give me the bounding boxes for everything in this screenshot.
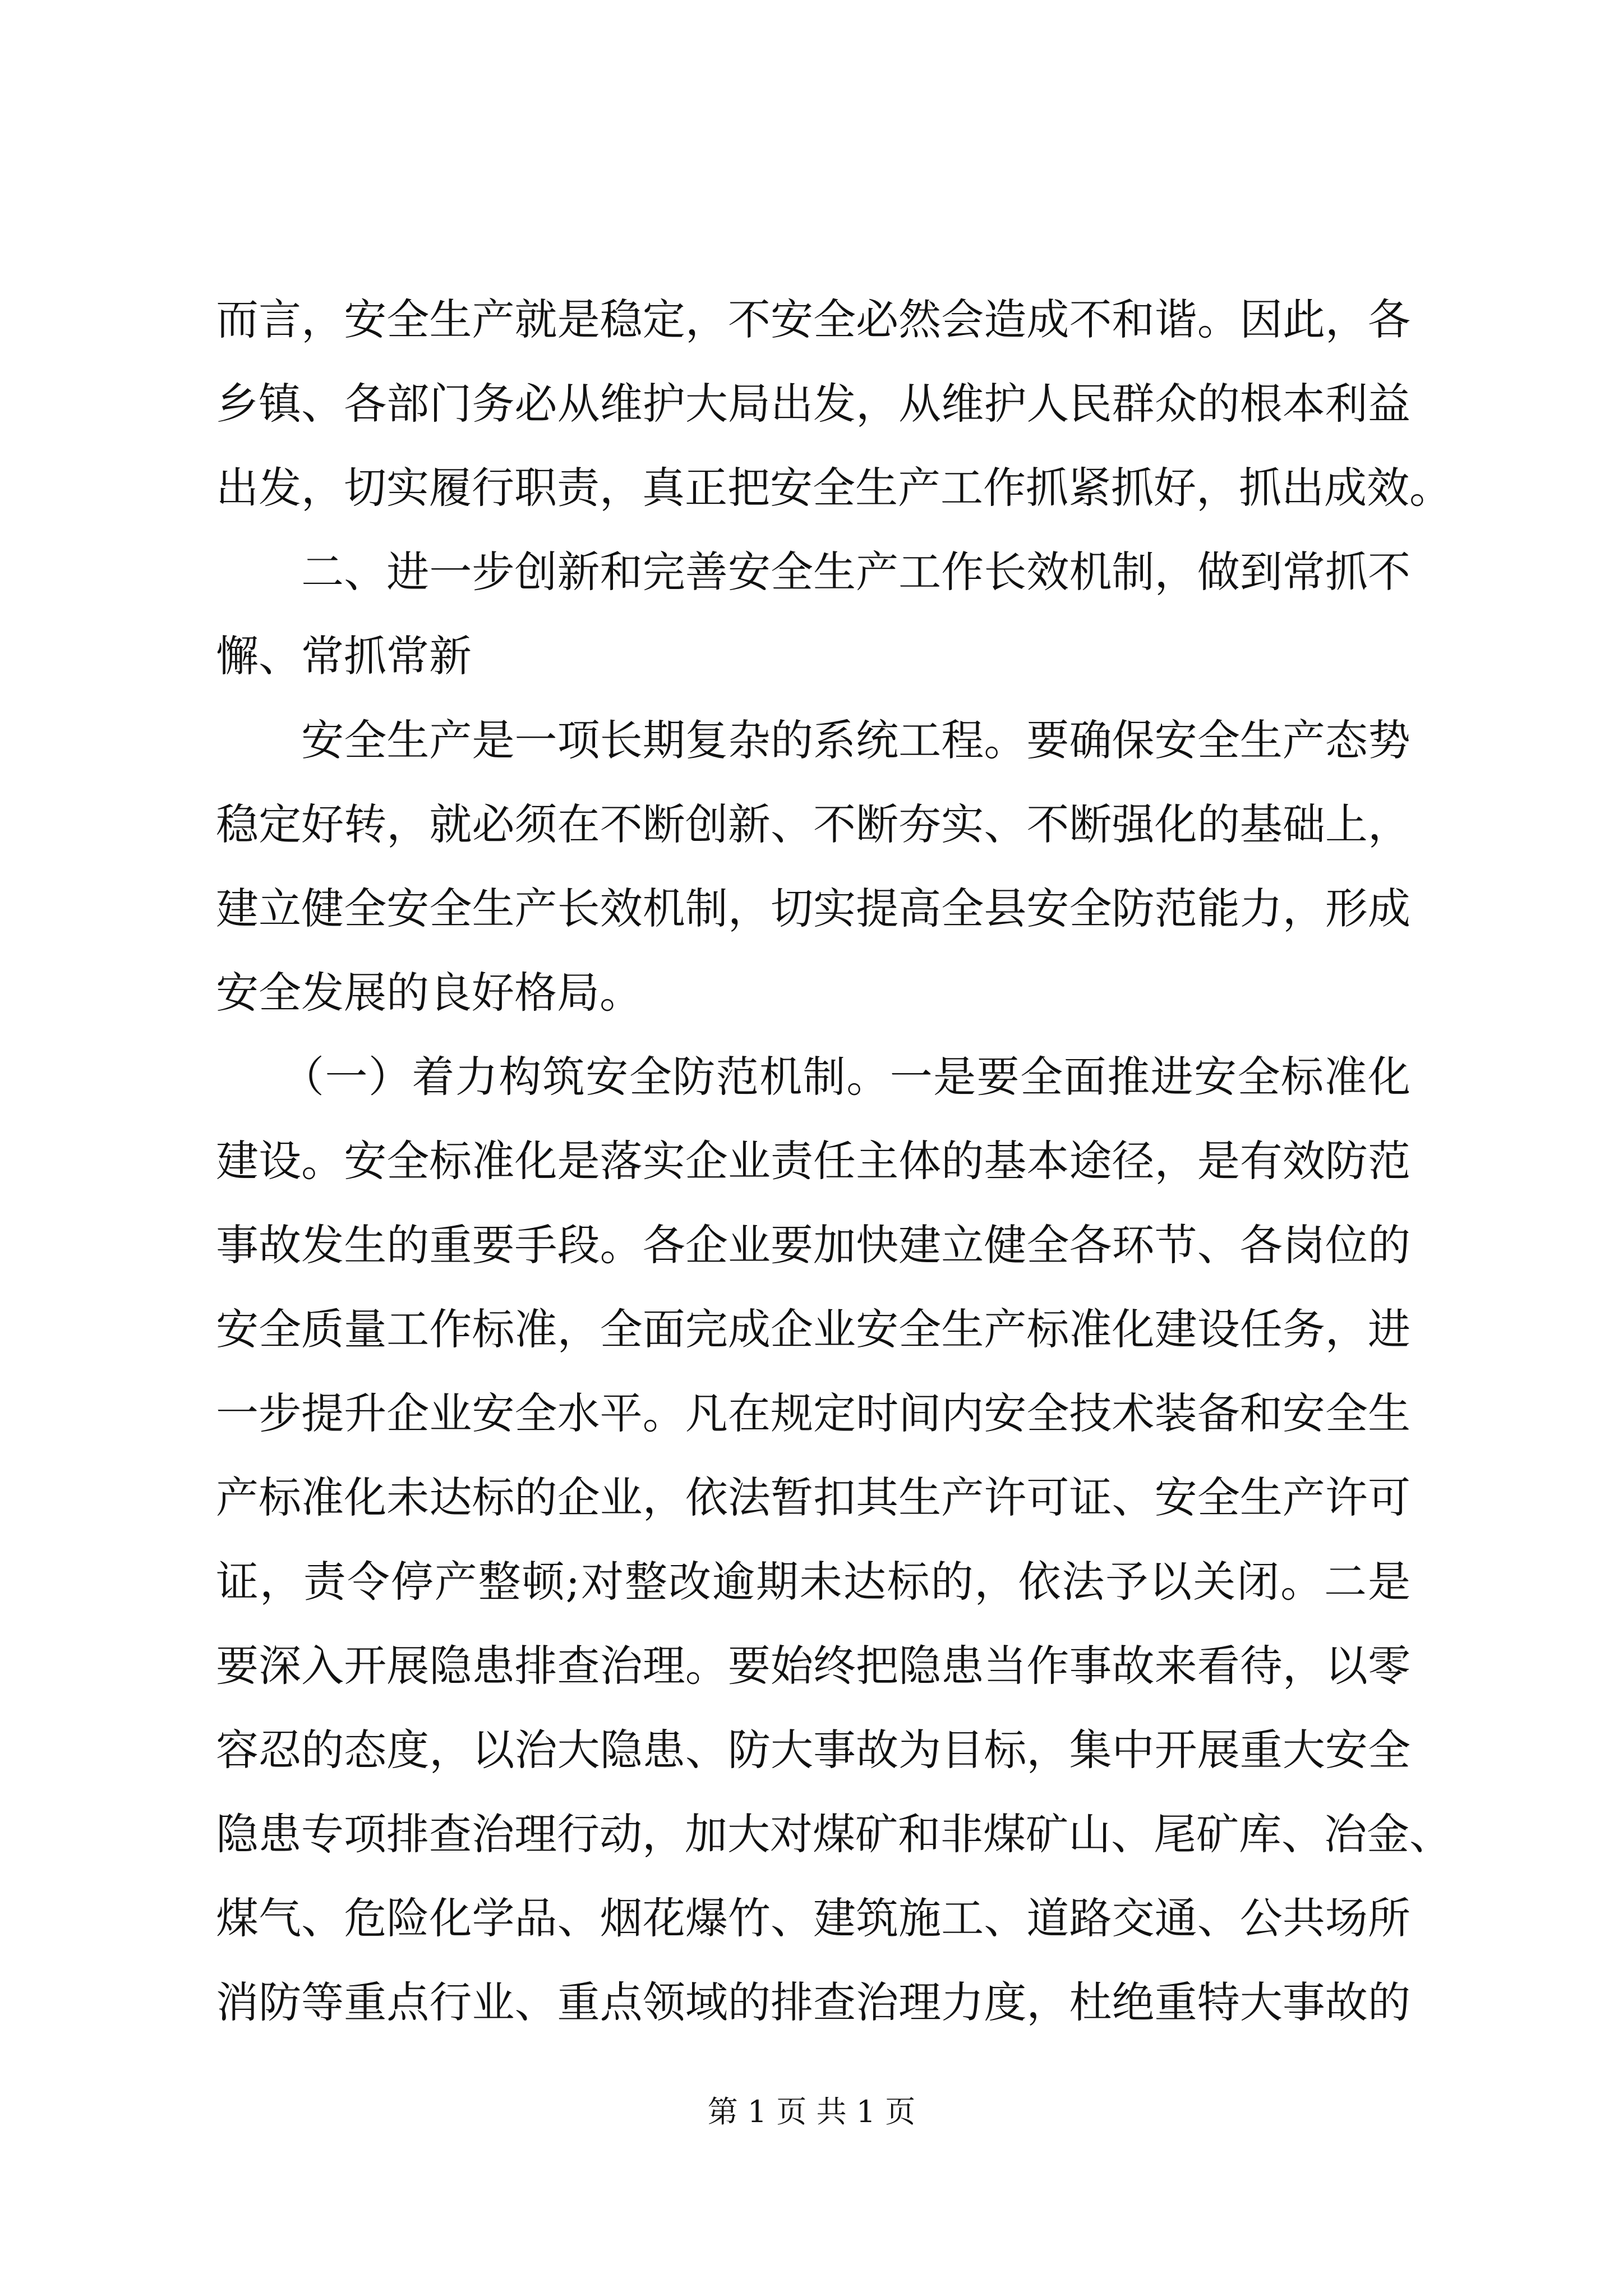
text-line: 煤气、危险化学品、烟花爆竹、建筑施工、道路交通、公共场所: [216, 1893, 1410, 1943]
text-line: 出发，切实履行职责，真正把安全生产工作抓紧抓好，抓出成效。: [216, 463, 1452, 513]
text-line: 一步提升企业安全水平。凡在规定时间内安全技术装备和安全生: [216, 1388, 1410, 1438]
text-line: （一）着力构筑安全防范机制。一是要全面推进安全标准化: [216, 1052, 1410, 1102]
text-line: 产标准化未达标的企业，依法暂扣其生产许可证、安全生产许可: [216, 1473, 1410, 1522]
section-heading-line: 懈、常抓常新: [216, 631, 472, 681]
text-line: 安全质量工作标准，全面完成企业安全生产标准化建设任务，进: [216, 1304, 1410, 1354]
text-line: 建设。安全标准化是落实企业责任主体的基本途径，是有效防范: [216, 1136, 1410, 1186]
page-footer: 第 1 页 共 1 页: [707, 2094, 916, 2129]
text-line: 乡镇、各部门务必从维护大局出发，从维护人民群众的根本利益: [216, 379, 1410, 429]
text-line: 要深入开展隐患排查治理。要始终把隐患当作事故来看待，以零: [216, 1641, 1410, 1691]
text-line: 消防等重点行业、重点领域的排查治理力度，杜绝重特大事故的: [216, 1977, 1410, 2027]
text-line: 稳定好转，就必须在不断创新、不断夯实、不断强化的基础上，: [216, 799, 1410, 849]
text-line: 证，责令停产整顿;对整改逾期未达标的，依法予以关闭。二是: [216, 1557, 1410, 1607]
text-line: 隐患专项排查治理行动，加大对煤矿和非煤矿山、尾矿库、冶金、: [216, 1809, 1452, 1859]
section-heading-line: 二、进一步创新和完善安全生产工作长效机制，做到常抓不: [216, 547, 1410, 597]
text-line: 而言，安全生产就是稳定，不安全必然会造成不和谐。因此，各: [216, 295, 1410, 344]
text-line: 容忍的态度，以治大隐患、防大事故为目标，集中开展重大安全: [216, 1725, 1410, 1775]
text-line: 建立健全安全生产长效机制，切实提高全县安全防范能力，形成: [216, 884, 1410, 933]
text-line: 安全生产是一项长期复杂的系统工程。要确保安全生产态势: [216, 715, 1410, 765]
text-line: 安全发展的良好格局。: [216, 968, 642, 1018]
text-line: 事故发生的重要手段。各企业要加快建立健全各环节、各岗位的: [216, 1220, 1410, 1270]
